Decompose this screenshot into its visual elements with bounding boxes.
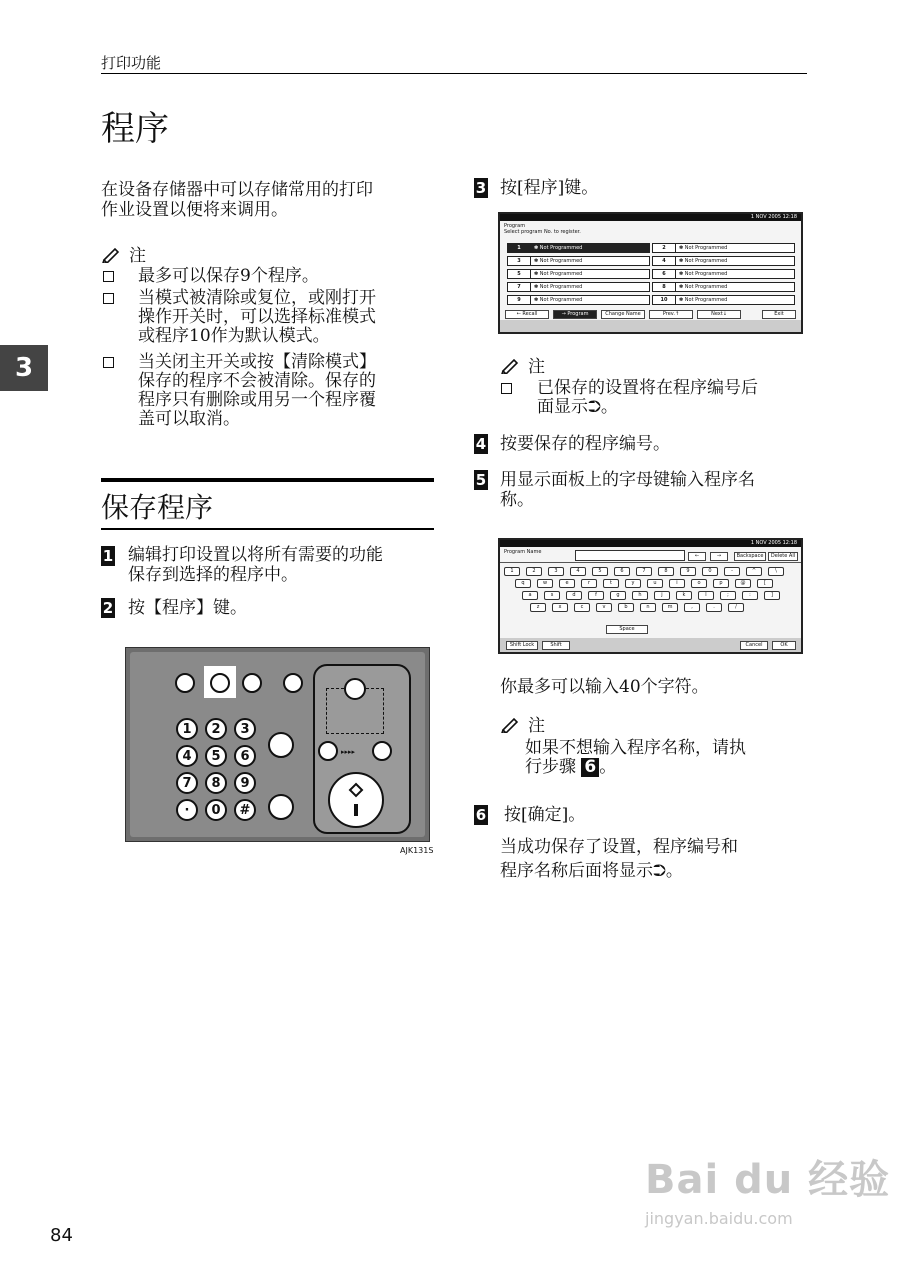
step-ref: 6	[581, 758, 599, 777]
program-button: → Program	[553, 310, 597, 319]
keyboard-key: a	[522, 591, 538, 600]
keyboard-key: 7	[636, 567, 652, 576]
step-number: 2	[102, 599, 114, 617]
step-text: 按[程序]键。	[500, 178, 599, 198]
program-slot: 5 ✽ Not Programmed	[507, 269, 650, 279]
keyboard-key: 1	[504, 567, 520, 576]
note-item: 当关闭主开关或按【清除模式】 保存的程序不会被清除。保存的 程序只有删除或用另一个程序覆 盖可以取消。	[138, 352, 376, 429]
checkbox-bullet-icon	[103, 293, 114, 304]
keyboard-key: v	[596, 603, 612, 612]
program-slot: 3 ✽ Not Programmed	[507, 256, 650, 266]
step-number: 1	[102, 547, 114, 565]
intro-paragraph	[101, 180, 441, 220]
change-name-button: Change Name	[601, 310, 645, 319]
note-heading: 注	[500, 711, 545, 736]
keyboard-key: k	[676, 591, 692, 600]
energy-saver-key	[344, 678, 366, 700]
note-item: 已保存的设置将在程序编号后 面显示⮊。	[537, 378, 758, 417]
step-number: 6	[475, 806, 487, 824]
name-input	[575, 550, 685, 561]
keyboard-key: 4	[570, 567, 586, 576]
space-key: Space	[606, 625, 648, 634]
user-tools-key	[268, 732, 294, 758]
chapter-tab: 3	[0, 345, 48, 391]
note-heading: 注	[500, 352, 545, 377]
note-item: 当模式被清除或复位，或刚打开 操作开关时，可以选择标准模式 或程序10作为默认模式。	[138, 288, 376, 346]
checkbox-bullet-icon	[103, 357, 114, 368]
function-key	[242, 673, 262, 693]
keyboard-key: 9	[680, 567, 696, 576]
watermark: Bai du 经验 jingyan.baidu.com	[645, 1157, 891, 1228]
keyboard-key: 2	[526, 567, 542, 576]
keyboard-key: d	[566, 591, 582, 600]
step-text: 按[确定]。	[504, 805, 586, 825]
keyboard-key: ,	[684, 603, 700, 612]
keyboard-key: s	[544, 591, 560, 600]
keyboard-key: :	[742, 591, 758, 600]
keypad-key: 7	[176, 772, 198, 794]
keyboard-key: -	[724, 567, 740, 576]
keypad-key: 2	[205, 718, 227, 740]
program-slot: 4 ✽ Not Programmed	[652, 256, 795, 266]
step-text: 按要保存的程序编号。	[500, 434, 670, 454]
keyboard-key: j	[654, 591, 670, 600]
start-icon	[330, 774, 382, 826]
clear-stop-key	[268, 794, 294, 820]
intro-line: 作业设置以便将来调用。	[101, 200, 288, 220]
keypad-key: #	[234, 799, 256, 821]
keyboard-key: e	[559, 579, 575, 588]
running-header: 打印功能	[101, 54, 162, 72]
step6-result: 当成功保存了设置，程序编号和 程序名称后面将显示⮊。	[500, 837, 738, 881]
section-rule-top	[101, 478, 434, 482]
pen-icon	[500, 715, 520, 733]
keyboard-key: 5	[592, 567, 608, 576]
note-item: 最多可以保存9个程序。	[138, 266, 319, 286]
keyboard-key: \	[768, 567, 784, 576]
keyboard-key: y	[625, 579, 641, 588]
keyboard-key: [	[757, 579, 773, 588]
program-slot: 9 ✽ Not Programmed	[507, 295, 650, 305]
keypad-key: ·	[176, 799, 198, 821]
keyboard-key: i	[669, 579, 685, 588]
keyboard-key: .	[706, 603, 722, 612]
keyboard-key: 6	[614, 567, 630, 576]
program-slot: 1 ✽ Not Programmed	[507, 243, 650, 253]
interrupt-key	[283, 673, 303, 693]
program-slot: 10 ✽ Not Programmed	[652, 295, 795, 305]
keyboard-key: l	[698, 591, 714, 600]
keyboard-key: ;	[720, 591, 736, 600]
keyboard-key: w	[537, 579, 553, 588]
keyboard-key: u	[647, 579, 663, 588]
keyboard-key: 3	[548, 567, 564, 576]
program-slot: 2 ✽ Not Programmed	[652, 243, 795, 253]
keyboard-key: o	[691, 579, 707, 588]
program-slot: 6 ✽ Not Programmed	[652, 269, 795, 279]
checkbox-bullet-icon	[103, 271, 114, 282]
keyboard-key: x	[552, 603, 568, 612]
figure-label: AJK131S	[400, 846, 434, 855]
program-slot: 8 ✽ Not Programmed	[652, 282, 795, 292]
keyboard-key: /	[728, 603, 744, 612]
keyboard-key: m	[662, 603, 678, 612]
keyboard-key: b	[618, 603, 634, 612]
keypad-key: 8	[205, 772, 227, 794]
keypad-key: 4	[176, 745, 198, 767]
control-panel-illustration: 1 2 3 4 5 6 7 8 9 · 0 # ▸▸▸▸	[125, 647, 430, 842]
auto-key	[372, 741, 392, 761]
checkbox-bullet-icon	[501, 383, 512, 394]
step-number: 5	[475, 471, 487, 489]
keyboard-key: t	[603, 579, 619, 588]
pen-icon	[101, 245, 121, 263]
prev-button: Prev.↑	[649, 310, 693, 319]
keyboard-key: q	[515, 579, 531, 588]
keypad-key: 6	[234, 745, 256, 767]
keyboard-key: 0	[702, 567, 718, 576]
program-screen: 1 NOV 2005 12:18 Program Select program No. to register. 1 ✽ Not Programmed 2 ✽ Not Programmed 3 ✽ Not Programmed 4 ✽ Not Programmed 5 ✽ Not Programmed 6 ✽ Not Programmed 7 ✽ Not Programmed 8 ✽ Not Programmed 9 ✽ Not Programmed 10 ✽ Not Programmed ← Recall → Program Change Name Prev.↑ Next↓ Exit	[498, 212, 803, 334]
keyboard-key: h	[632, 591, 648, 600]
keyboard-key: ^	[746, 567, 762, 576]
step-number: 3	[475, 179, 487, 197]
sample-copy-key	[318, 741, 338, 761]
keyboard-key: z	[530, 603, 546, 612]
next-button: Next↓	[697, 310, 741, 319]
keyboard-key: n	[640, 603, 656, 612]
intro-line: 在设备存储器中可以存储常用的打印	[101, 180, 373, 200]
keypad-key: 9	[234, 772, 256, 794]
step-text: 用显示面板上的字母键输入程序名 称。	[500, 470, 755, 510]
section-title: 保存程序	[101, 491, 214, 524]
program-key	[210, 673, 230, 693]
keyboard-key: @	[735, 579, 751, 588]
keypad-key: 5	[205, 745, 227, 767]
start-key	[328, 772, 384, 828]
step-number: 4	[475, 435, 487, 453]
page-number: 84	[50, 1225, 73, 1246]
note-heading	[101, 241, 146, 266]
note-label: 注	[129, 246, 146, 266]
keyboard-key: c	[574, 603, 590, 612]
keyboard-key: p	[713, 579, 729, 588]
program-name-screen: 1 NOV 2005 12:18 Program Name ← → Backspace Delete All 1 2 3 4 5 6 7 8 9 0 - ^ \ q w e r t y u i o p @ [ a s d f g h j k l ; : ] z x c v b n m , . / Space Shift Lock Shift Cancel OK	[498, 538, 803, 654]
note-item: 如果不想输入程序名称，请执 行步骤 6 。	[525, 738, 746, 777]
clear-key	[175, 673, 195, 693]
step-text: 编辑打印设置以将所有需要的功能 保存到选择的程序中。	[128, 545, 383, 585]
page-title: 程序	[101, 109, 169, 149]
keyboard-key: r	[581, 579, 597, 588]
keypad-key: 3	[234, 718, 256, 740]
header-rule	[101, 73, 807, 74]
keyboard-key: ]	[764, 591, 780, 600]
max-chars-text: 你最多可以输入40个字符。	[500, 677, 709, 697]
keyboard-key: 8	[658, 567, 674, 576]
keyboard-key: g	[610, 591, 626, 600]
program-slot: 7 ✽ Not Programmed	[507, 282, 650, 292]
exit-button: Exit	[762, 310, 796, 319]
section-rule-bottom	[101, 528, 434, 530]
recall-button: ← Recall	[505, 310, 549, 319]
step-text: 按【程序】键。	[128, 598, 247, 618]
pen-icon	[500, 356, 520, 374]
keypad-key: 1	[176, 718, 198, 740]
keypad-key: 0	[205, 799, 227, 821]
keyboard-key: f	[588, 591, 604, 600]
